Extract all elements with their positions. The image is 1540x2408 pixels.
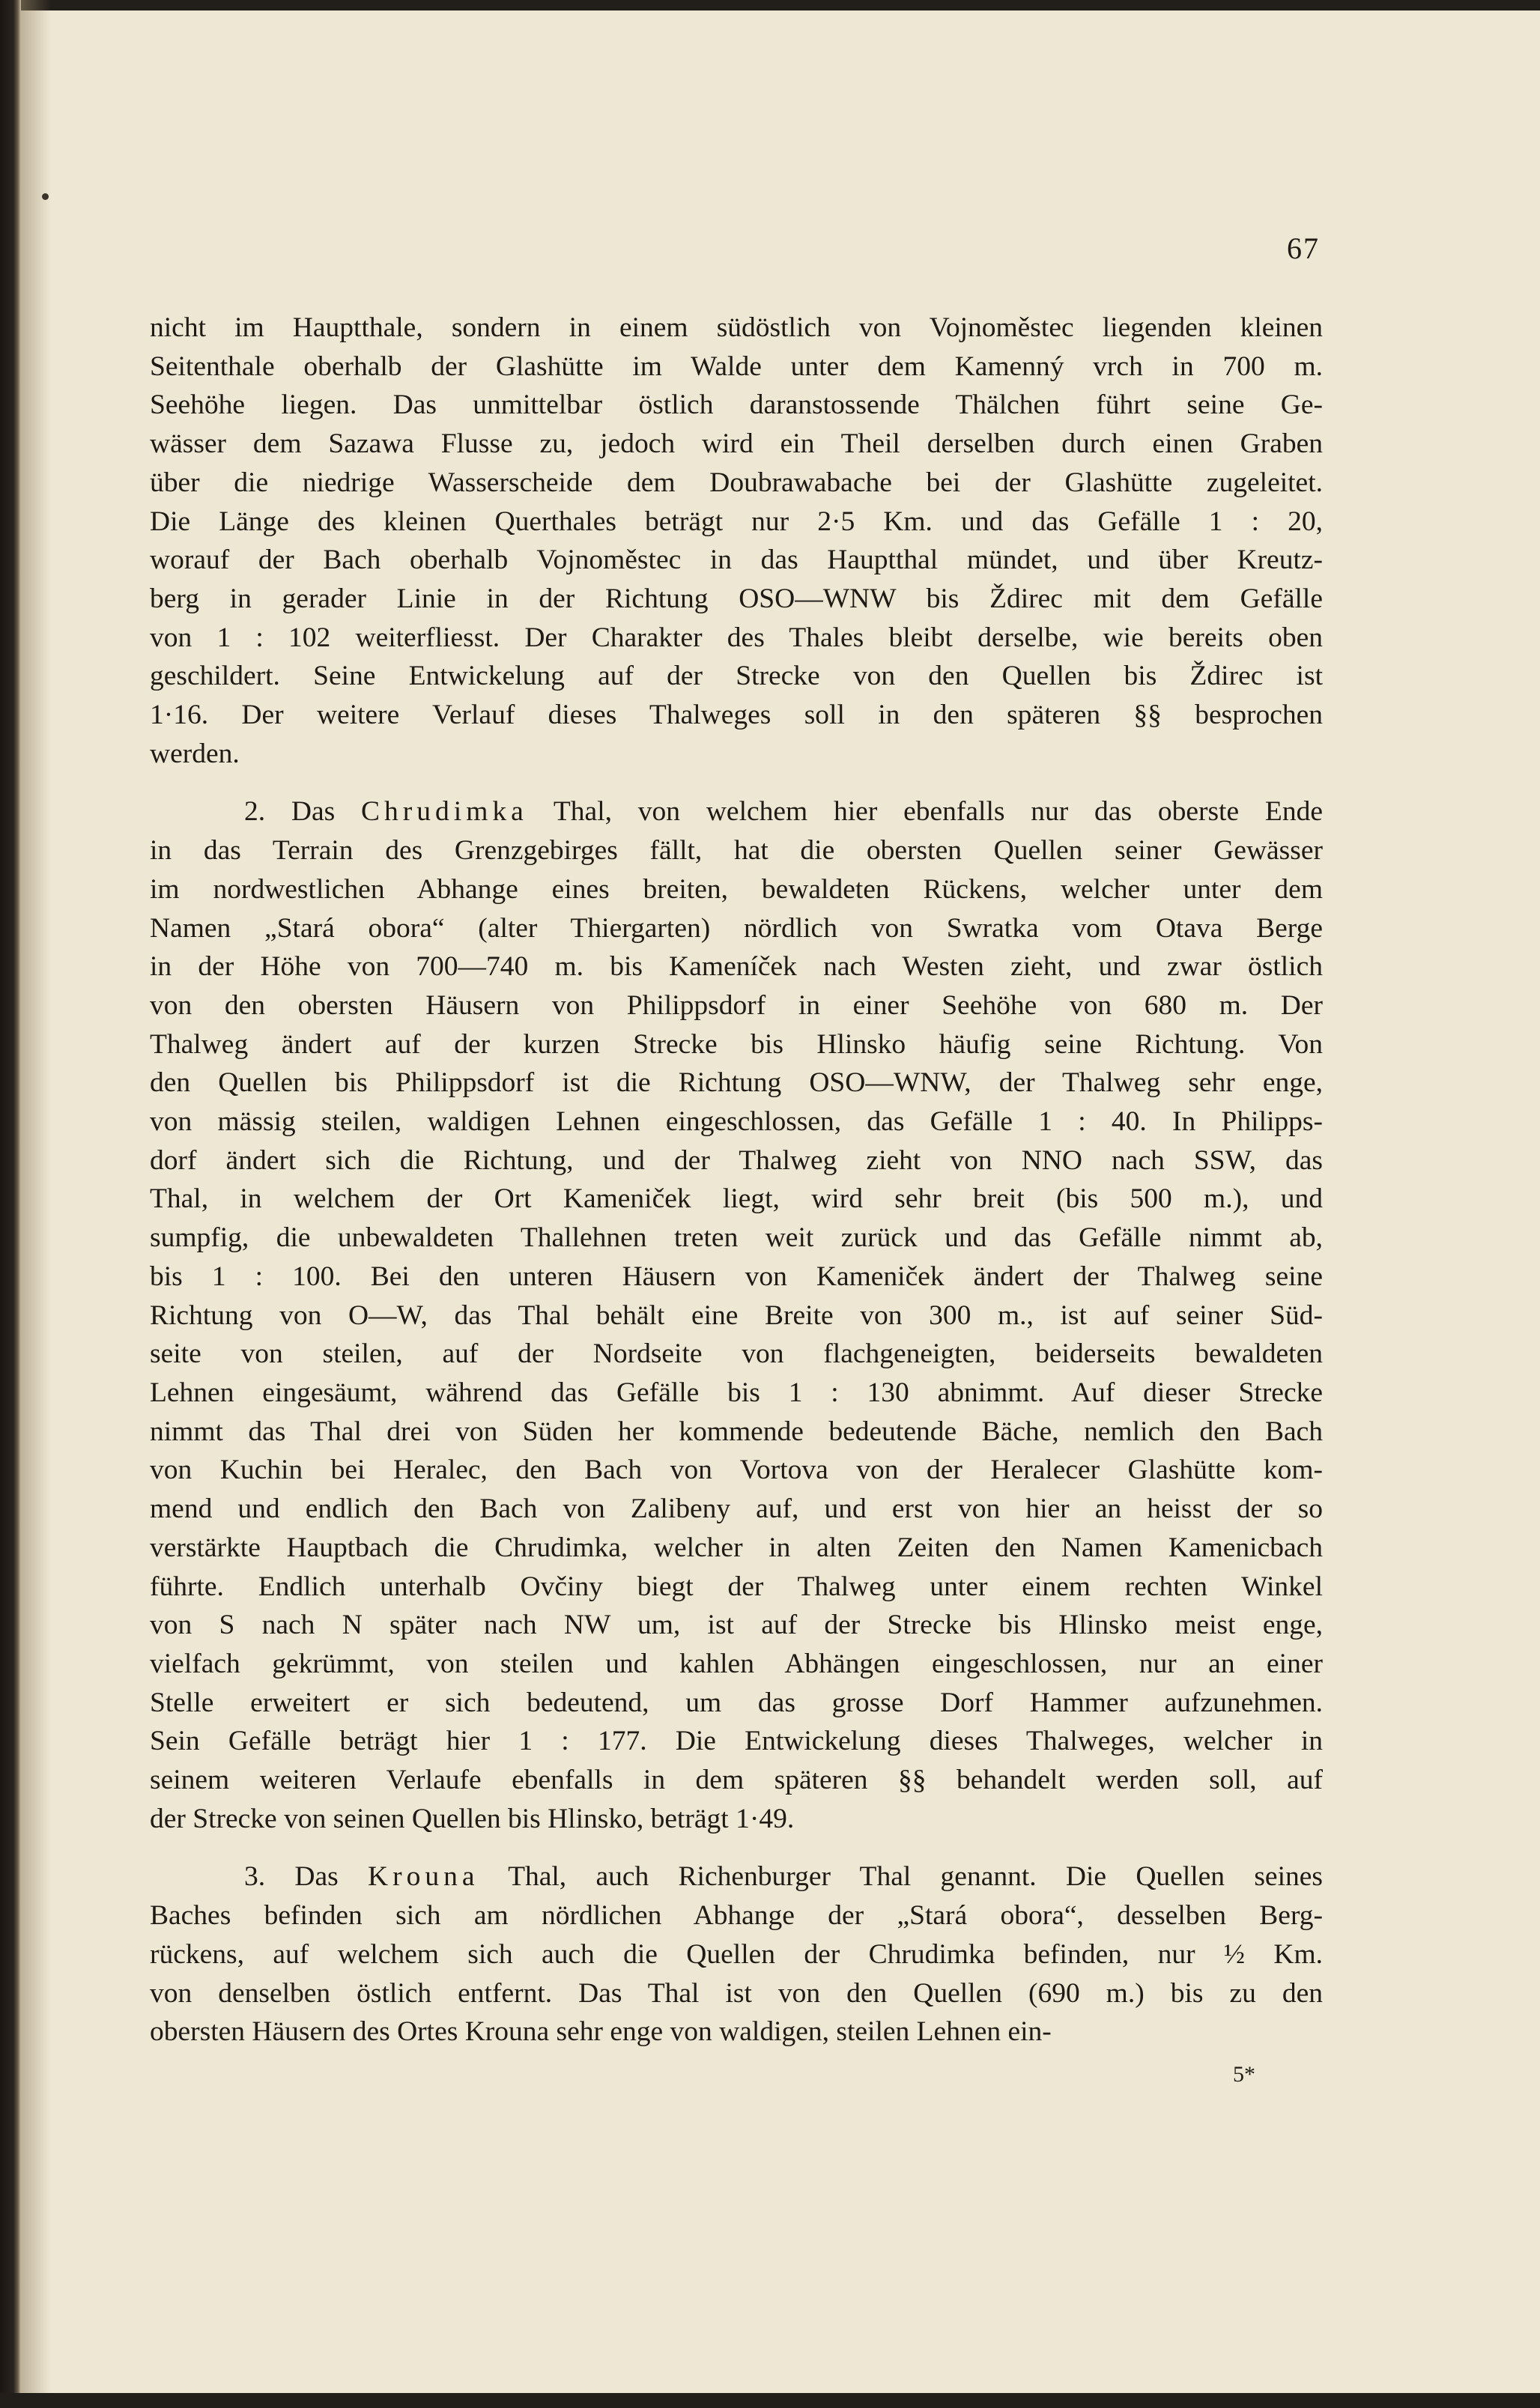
scan-border-left <box>0 0 21 2408</box>
text-line: von 1 : 102 weiterfliesst. Der Charakter des Thales bleibt derselbe, wie bereits oben <box>150 622 1323 653</box>
paragraph-2-chrudimka <box>150 792 1323 1838</box>
text-line: Thal, in welchem der Ort Kameniček liegt, wird sehr breit (bis 500 m.), und <box>150 1183 1323 1215</box>
text-line: von mässig steilen, waldigen Lehnen eingeschlossen, das Gefälle 1 : 40. In Philipps- <box>150 1106 1323 1138</box>
text-line: dorf ändert sich die Richtung, und der Thalweg zieht von NNO nach SSW, das <box>150 1144 1323 1176</box>
paragraph-3-krouna <box>150 1857 1323 2051</box>
text-line <box>150 1857 1323 1896</box>
line-remainder: Thal, auch Richenburger Thal genannt. Die Quellen seines <box>479 1861 1323 1893</box>
text-line: Lehnen eingesäumt, während das Gefälle bis 1 : 130 abnimmt. Auf dieser Strecke <box>150 1377 1323 1408</box>
text-line: Richtung von O—W, das Thal behält eine Breite von 300 m., ist auf seiner Süd- <box>150 1299 1323 1331</box>
text-line: über die niedrige Wasserscheide dem Doubrawabache bei der Glashütte zugeleitet. <box>150 467 1323 498</box>
text-line: von denselben östlich entfernt. Das Thal ist von den Quellen (690 m.) bis zu den <box>150 1977 1323 2009</box>
text-line: von den obersten Häusern von Philippsdorf in einer Seehöhe von 680 m. Der <box>150 989 1323 1021</box>
text-line: in der Höhe von 700—740 m. bis Kameníček nach Westen zieht, und zwar östlich <box>150 951 1323 983</box>
margin-speck <box>42 193 49 200</box>
text-line: im nordwestlichen Abhange eines breiten, bewaldeten Rückens, welcher unter dem <box>150 873 1323 905</box>
text-line: Die Länge des kleinen Querthales beträgt nur 2·5 Km. und das Gefälle 1 : 20, <box>150 506 1323 537</box>
text-line: Baches befinden sich am nördlichen Abhange der „Stará obora“, desselben Berg- <box>150 1900 1323 1932</box>
text-line: 1·16. Der weitere Verlauf dieses Thalweges soll in den späteren §§ besprochen <box>150 700 1323 731</box>
text-line: den Quellen bis Philippsdorf ist die Richtung OSO—WNW, der Thalweg sehr enge, <box>150 1067 1323 1099</box>
text-line: der Strecke von seinen Quellen bis Hlinsko, beträgt 1·49. <box>150 1803 795 1834</box>
text-line: Thalweg ändert auf der kurzen Strecke bis Hlinsko häufig seine Richtung. Von <box>150 1028 1323 1060</box>
page-number: 67 <box>1287 231 1320 265</box>
paragraph-number: 3. Das <box>244 1861 369 1893</box>
text-line: nicht im Hauptthale, sondern in einem südöstlich von Vojnoměstec liegenden kleinen <box>150 312 1323 343</box>
text-line: nimmt das Thal drei von Süden her kommende bedeutende Bäche, nemlich den Bach <box>150 1416 1323 1447</box>
spaced-valley-name: Krouna <box>368 1861 479 1893</box>
text-line: verstärkte Hauptbach die Chrudimka, welcher in alten Zeiten den Namen Kamenicbach <box>150 1532 1323 1563</box>
text-line: bis 1 : 100. Bei den unteren Häusern von Kameniček ändert der Thalweg seine <box>150 1261 1323 1292</box>
spaced-valley-name: Chrudimka <box>361 796 528 828</box>
text-line <box>150 792 1323 831</box>
text-line: worauf der Bach oberhalb Vojnoměstec in das Hauptthal mündet, und über Kreutz- <box>150 545 1323 576</box>
text-line: führte. Endlich unterhalb Ovčiny biegt der Thalweg unter einem rechten Winkel <box>150 1571 1323 1602</box>
text-line: von S nach N später nach NW um, ist auf der Strecke bis Hlinsko meist enge, <box>150 1610 1323 1641</box>
line-remainder: Thal, von welchem hier ebenfalls nur das oberste Ende <box>527 796 1323 828</box>
text-line: Namen „Stará obora“ (alter Thiergarten) nördlich von Swratka vom Otava Berge <box>150 912 1323 944</box>
text-line: wässer dem Sazawa Flusse zu, jedoch wird ein Theil derselben durch einen Graben <box>150 428 1323 460</box>
text-line: seite von steilen, auf der Nordseite von flachgeneigten, beiderseits bewaldeten <box>150 1338 1323 1370</box>
text-line: geschildert. Seine Entwickelung auf der Strecke von den Quellen bis Ždirec ist <box>150 661 1323 692</box>
scan-border-top <box>0 0 1540 10</box>
text-line: in das Terrain des Grenzgebirges fällt, hat die obersten Quellen seiner Gewässer <box>150 835 1323 867</box>
paragraph-1 <box>150 309 1323 773</box>
paragraph-gap <box>150 1838 1323 1857</box>
text-line: sumpfig, die unbewaldeten Thallehnen treten weit zurück und das Gefälle nimmt ab, <box>150 1222 1323 1254</box>
page-body <box>150 309 1323 2051</box>
paragraph-number: 2. Das <box>244 796 362 828</box>
text-line: Seitenthale oberhalb der Glashütte im Walde unter dem Kamenný vrch in 700 m. <box>150 351 1323 382</box>
page-gutter-shadow <box>21 0 51 2408</box>
text-line: obersten Häusern des Ortes Krouna sehr enge von waldigen, steilen Lehnen ein- <box>150 2016 1052 2048</box>
text-line: berg in gerader Linie in der Richtung OSO—WNW bis Ždirec mit dem Gefälle <box>150 583 1323 614</box>
scan-border-bottom <box>0 2393 1540 2408</box>
sheet-signature: 5* <box>1233 2062 1255 2087</box>
text-line: rückens, auf welchem sich auch die Quellen der Chrudimka befinden, nur ½ Km. <box>150 1938 1323 1970</box>
text-line: Sein Gefälle beträgt hier 1 : 177. Die Entwickelung dieses Thalweges, welcher in <box>150 1726 1323 1757</box>
text-line: Stelle erweitert er sich bedeutend, um das grosse Dorf Hammer aufzunehmen. <box>150 1687 1323 1718</box>
text-line: mend und endlich den Bach von Zalibeny auf, und erst von hier an heisst der so <box>150 1493 1323 1525</box>
paragraph-gap <box>150 773 1323 792</box>
text-line: seinem weiteren Verlaufe ebenfalls in dem späteren §§ behandelt werden soll, auf <box>150 1765 1323 1796</box>
text-line: vielfach gekrümmt, von steilen und kahlen Abhängen eingeschlossen, nur an einer <box>150 1648 1323 1679</box>
text-line: von Kuchin bei Heralec, den Bach von Vortova von der Heralecer Glashütte kom- <box>150 1455 1323 1486</box>
text-line: werden. <box>150 738 240 769</box>
text-line: Seehöhe liegen. Das unmittelbar östlich daranstossende Thälchen führt seine Ge- <box>150 389 1323 421</box>
